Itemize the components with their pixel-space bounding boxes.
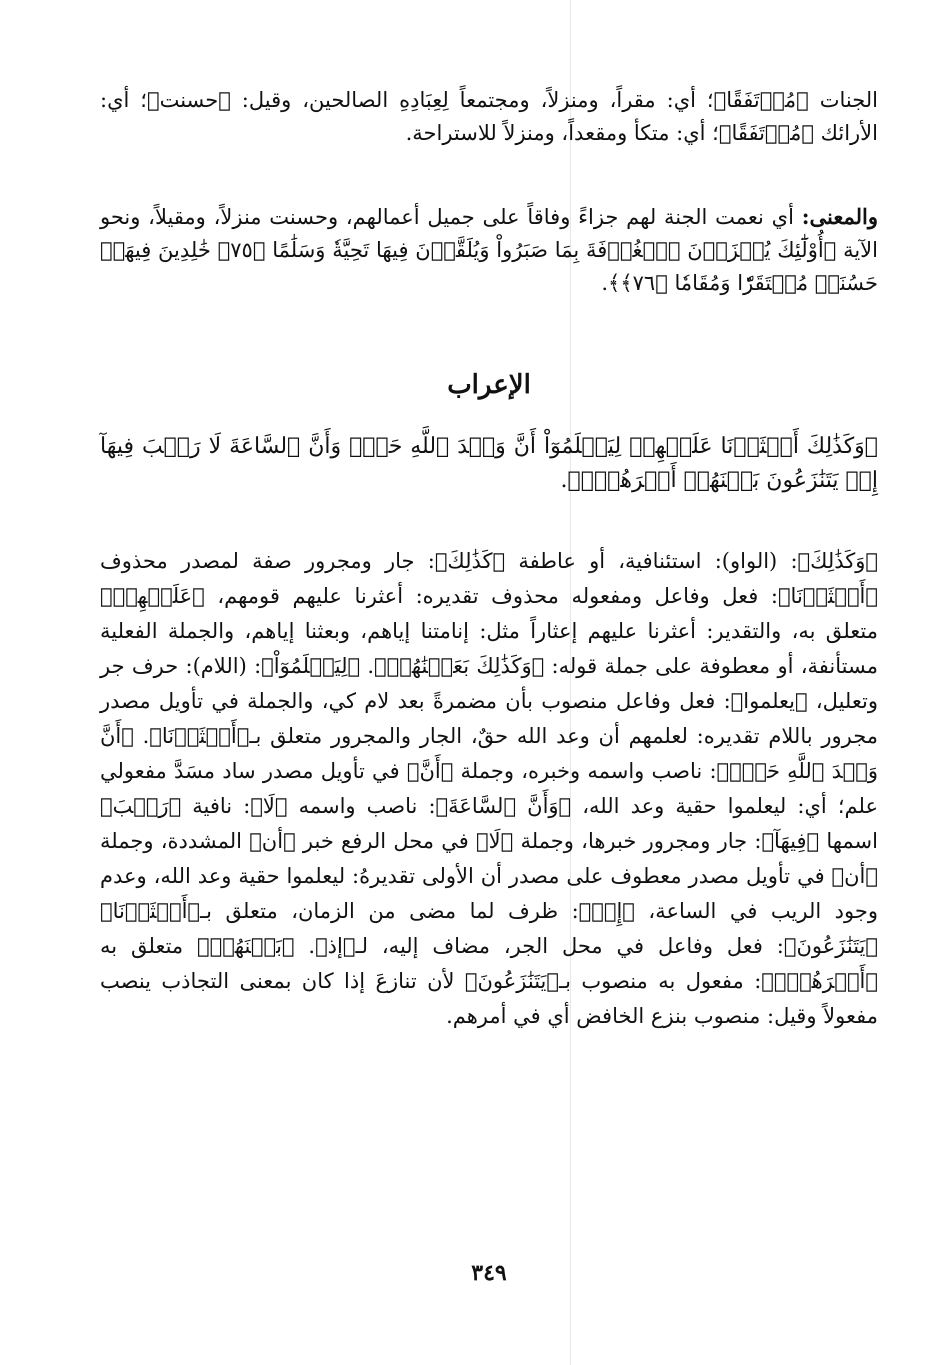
- quran-verse: [100, 430, 878, 498]
- page-number: ٣٤٩: [471, 1260, 507, 1286]
- grammatical-analysis-text: ﴿وَكَذَٰلِكَ﴾: (الواو): استئنافية، أو عاطفة ﴿كَذَٰلِكَ﴾: جار ومجرور صفة لمصدر محذوف ﴿أَعۡثَرۡنَا﴾: فعل وفاعل ومفعوله محذوف تقديره: أعثرنا عليهم قومهم، ﴿عَلَيۡهِمۡ﴾ متعلق به، والتقدير: أعثرنا عليهم إعثاراً مثل: إنامتنا إياهم، وبعثنا إياهم، والجملة الفعلية مستأنفة، أو معطوفة على جملة قوله: ﴿وَكَذَٰلِكَ بَعَثۡنَٰهُمۡ﴾. ﴿لِيَعۡلَمُوٓاْ﴾: (اللام): حرف جر وتعليل، ﴿يعلموا﴾: فعل وفاعل منصوب بأن مضمرةً بعد لام كي، والجملة في تأويل مصدر مجرور باللام تقديره: لعلمهم أن وعد الله حقٌ، الجار والمجرور متعلق بـ﴿أَعۡثَرۡنَا﴾. ﴿أَنَّ وَعۡدَ ٱللَّهِ حَقّٞ﴾: ناصب واسمه وخبره، وجملة ﴿أَنَّ﴾ في تأويل مصدر ساد مسَدَّ مفعولي علم؛ أي: ليعلموا حقية وعد الله، ﴿وَأَنَّ ٱلسَّاعَةَ﴾: ناصب واسمه ﴿لَا﴾: نافية ﴿رَيۡبَ﴾ اسمها ﴿فِيهَآ﴾: جار ومجرور خبرها، وجملة ﴿لَا﴾ في محل الرفع خبر ﴿أن﴾ المشددة، وجملة ﴿أن﴾ في تأويل مصدر معطوف على مصدر أن الأولى تقديرهُ: ليعلموا حقية وعد الله، وعدم وجود الريب في الساعة، ﴿إِذۡ﴾: ظرف لما مضى من الزمان، متعلق بـ﴿أَعۡثَرۡنَا﴾ ﴿يَتَنَٰزَعُونَ﴾: فعل وفاعل في محل الجر، مضاف إليه، لـ﴿إذ﴾. ﴿بَيۡنَهُمۡ﴾ متعلق به ﴿أَمۡرَهُمۡۖ﴾: مفعول به منصوب بـ﴿يَتَنَٰزَعُونَ﴾ لأن تنازعَ إذا كان بمعنى التجاذب ينصب مفعولاً وقيل: منصوب بنزع الخافض أي في أمرهم.: [100, 549, 878, 1028]
- vocabulary-note: [100, 84, 878, 150]
- vocabulary-note-text: الجنات ﴿مُرۡتَفَقًا﴾؛ أي: مقراً، ومنزلاً، ومجتمعاً لِعِبَادِهِ الصالحين، وقيل: ﴿حسنت﴾؛ أي: الأرائك ﴿مُرۡتَفَقًا﴾؛ أي: متكأ ومقعداً، ومنزلاً للاستراحة.: [100, 88, 878, 145]
- section-heading: الإعراب: [447, 370, 531, 400]
- meaning-paragraph: [100, 200, 878, 300]
- quran-verse-text: ﴿وَكَذَٰلِكَ أَعۡثَرۡنَا عَلَيۡهِمۡ لِيَعۡلَمُوٓاْ أَنَّ وَعۡدَ ٱللَّهِ حَقّٞ وَأَنَّ ٱلسَّاعَةَ لَا رَيۡبَ فِيهَآ إِذۡ يَتَنَٰزَعُونَ بَيۡنَهُمۡ أَمۡرَهُمۡۖ﴾.: [100, 434, 878, 493]
- meaning-label: والمعنى:: [801, 204, 878, 229]
- grammatical-analysis: [100, 544, 878, 1034]
- meaning-text: أي نعمت الجنة لهم جزاءً وفاقاً على جميل أعمالهم، وحسنت منزلاً، ومقيلاً، ونحو الآية ﴿أُوْلَٰٓئِكَ يُجۡزَوۡنَ ٱلۡغُرۡفَةَ بِمَا صَبَرُواْ وَيُلَقَّوۡنَ فِيهَا تَحِيَّةٗ وَسَلَٰمًا ﴿٧٥﴾ خَٰلِدِينَ فِيهَاۚ حَسُنَتۡ مُسۡتَقَرّٗا وَمُقَامٗا ﴿٧٦﴾﴾.: [100, 205, 878, 295]
